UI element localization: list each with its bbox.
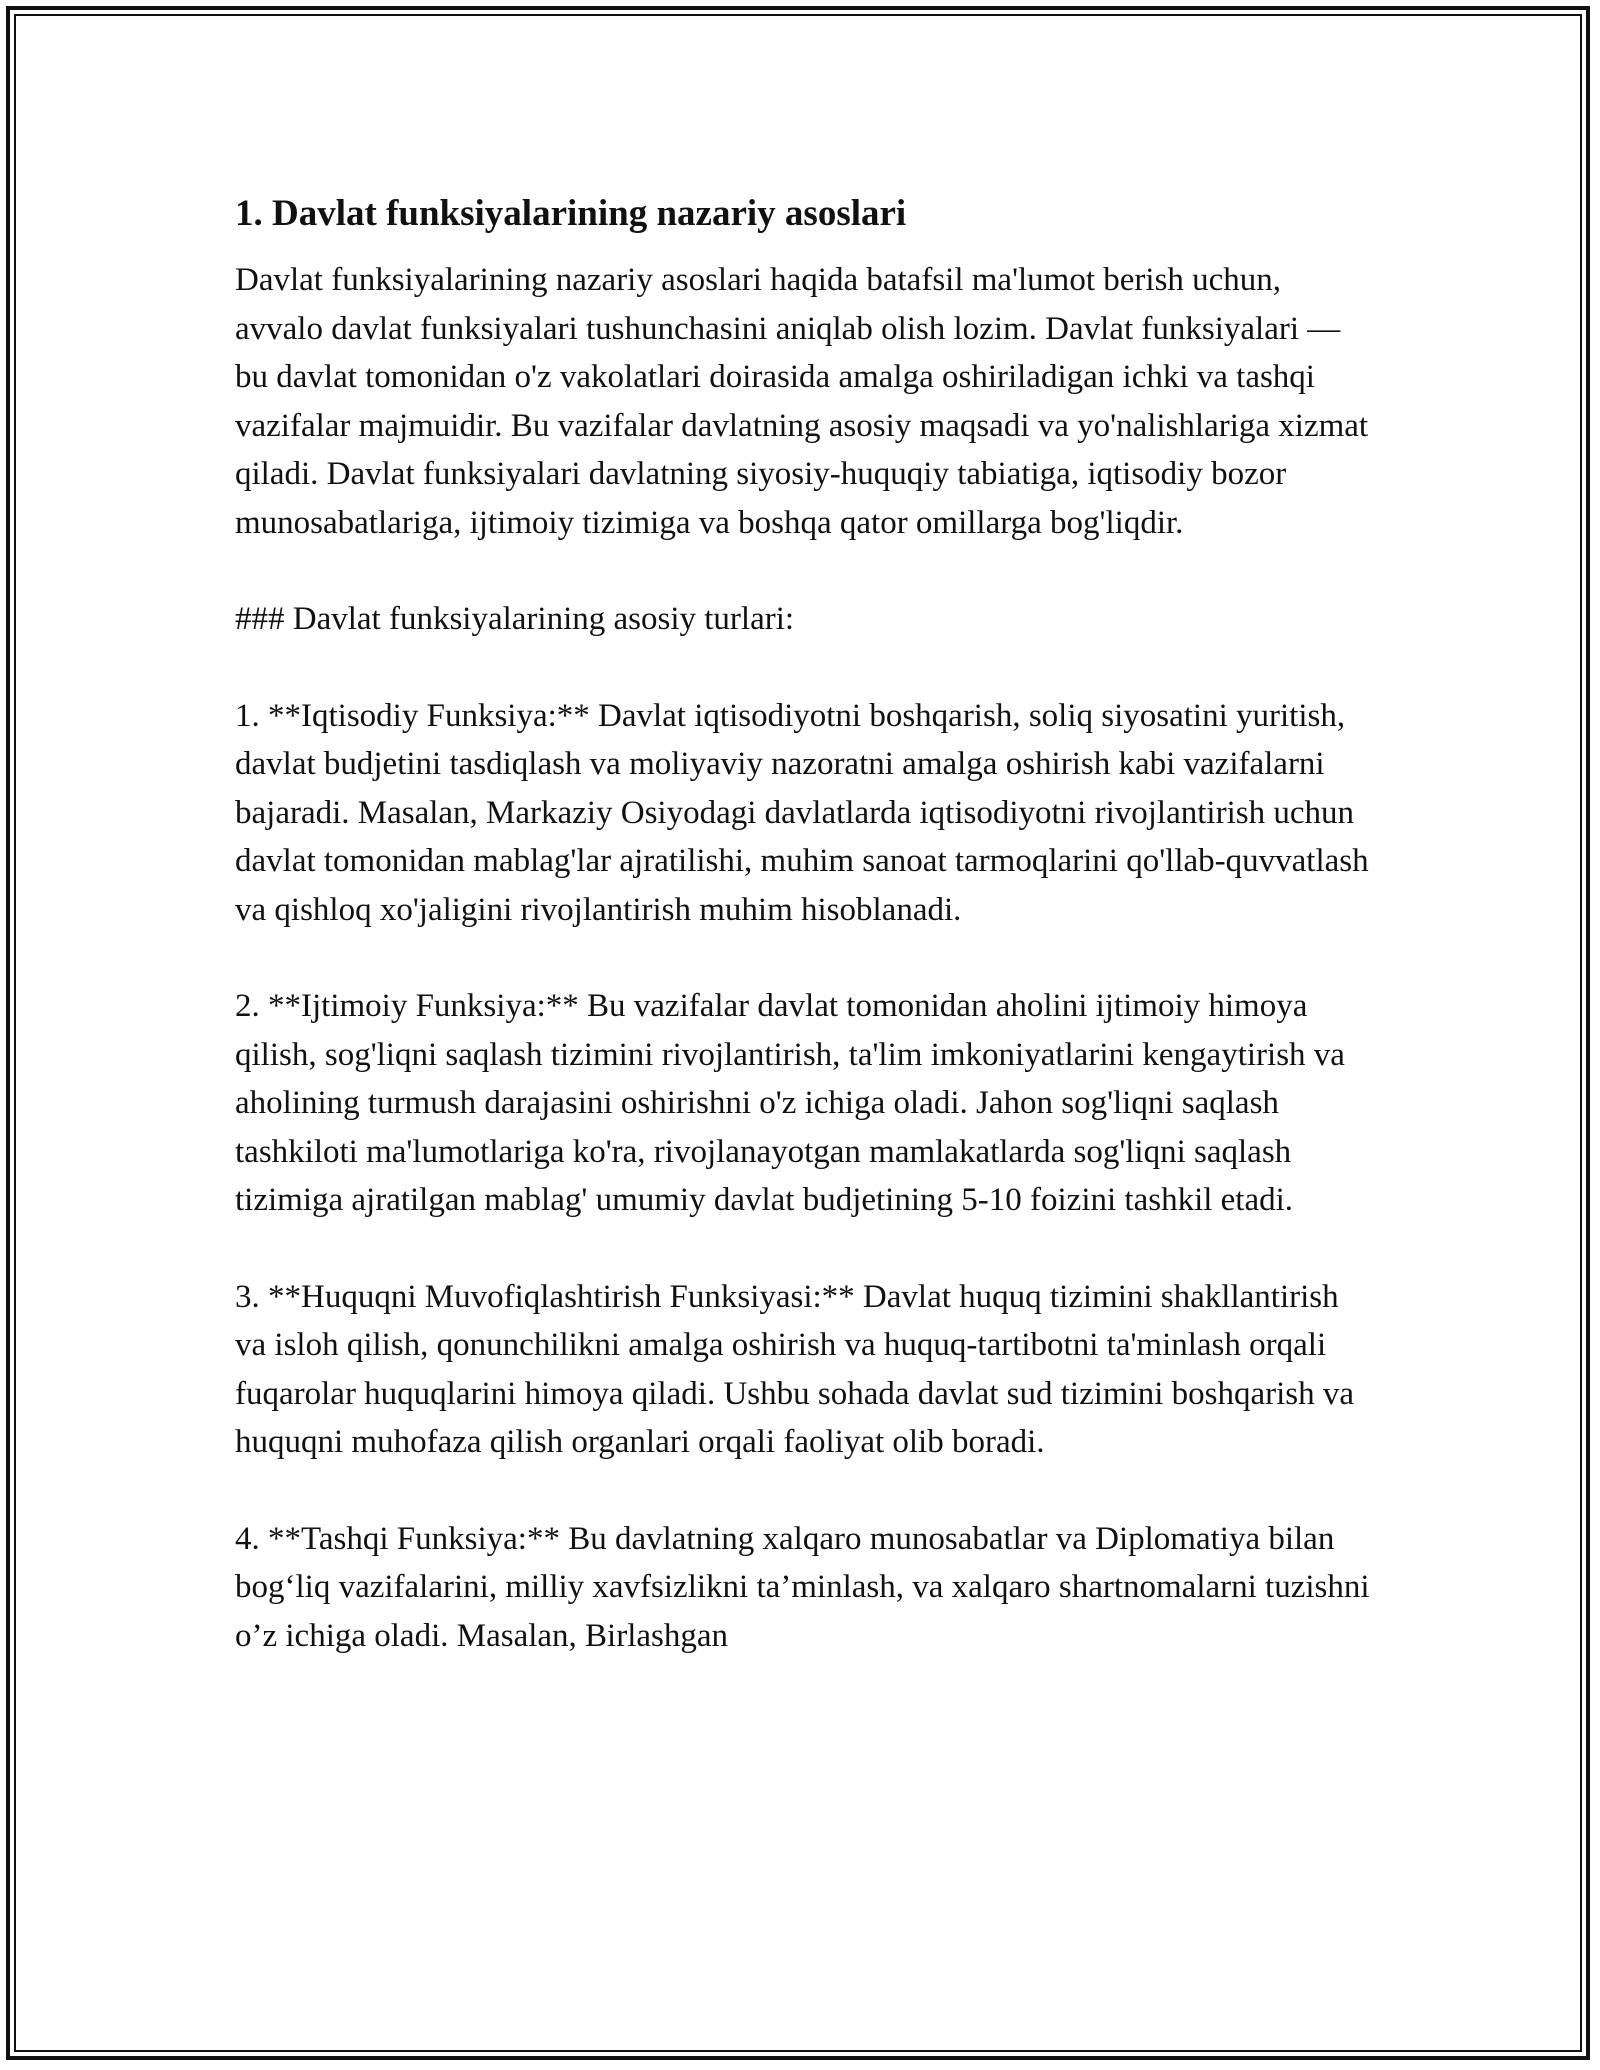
- list-item-external: 4. **Tashqi Funksiya:** Bu davlatning xalqaro munosabatlar va Diplomatiya bilan bog‘liq vazifalarini, milliy xavfsizlikni ta’minlash, va xalqaro shartnomalarni tuzishni o’z ichiga oladi. Masalan, Birlashgan: [235, 1520, 1370, 1654]
- section-heading: 1. Davlat funksiyalarining nazariy asoslari: [235, 193, 907, 234]
- list-item-social: 2. **Ijtimoiy Funksiya:** Bu vazifalar davlat tomonidan aholini ijtimoiy himoya qilish, sog'liqni saqlash tizimini rivojlantirish, ta'lim imkoniyatlarini kengaytirish va aholining turmush darajasini oshirishni o'z ichiga oladi. Jahon sog'liqni saqlash tashkiloti ma'lumotlariga ko'ra, rivojlanayotgan mamlakatlarda sog'liqni saqlash tizimiga ajratilgan mablag' umumiy davlat budjetining 5-10 foizini tashkil etadi.: [235, 988, 1345, 1218]
- document-body: [235, 188, 1375, 1660]
- subheading-paragraph: ### Davlat funksiyalarining asosiy turlari:: [235, 601, 795, 637]
- intro-paragraph: Davlat funksiyalarining nazariy asoslari haqida batafsil ma'lumot berish uchun, avvalo davlat funksiyalari tushunchasini aniqlab olish lozim. Davlat funksiyalari — bu davlat tomonidan o'z vakolatlari doirasida amalga oshiriladigan ichki va tashqi vazifalar majmuidir. Bu vazifalar davlatning asosiy maqsadi va yo'nalishlariga xizmat qiladi. Davlat funksiyalari davlatning siyosiy-huquqiy tabiatiga, iqtisodiy bozor munosabatlariga, ijtimoiy tizimiga va boshqa qator omillarga bog'liqdir.: [235, 262, 1369, 541]
- list-item-legal: 3. **Huquqni Muvofiqlashtirish Funksiyasi:** Davlat huquq tizimini shakllantirish va isloh qilish, qonunchilikni amalga oshirish va huquq-tartibotni ta'minlash orqali fuqarolar huquqlarini himoya qiladi. Ushbu sohada davlat sud tizimini boshqarish va huquqni muhofaza qilish organlari orqali faoliyat olib boradi.: [235, 1278, 1355, 1460]
- list-item-economic: 1. **Iqtisodiy Funksiya:** Davlat iqtisodiyotni boshqarish, soliq siyosatini yuritish, davlat budjetini tasdiqlash va moliyaviy nazoratni amalga oshirish kabi vazifalarni bajaradi. Masalan, Markaziy Osiyodagi davlatlarda iqtisodiyotni rivojlantirish uchun davlat tomonidan mablag'lar ajratilishi, muhim sanoat tarmoqlarini qo'llab-quvvatlash va qishloq xo'jaligini rivojlantirish muhim hisoblanadi.: [235, 697, 1369, 928]
